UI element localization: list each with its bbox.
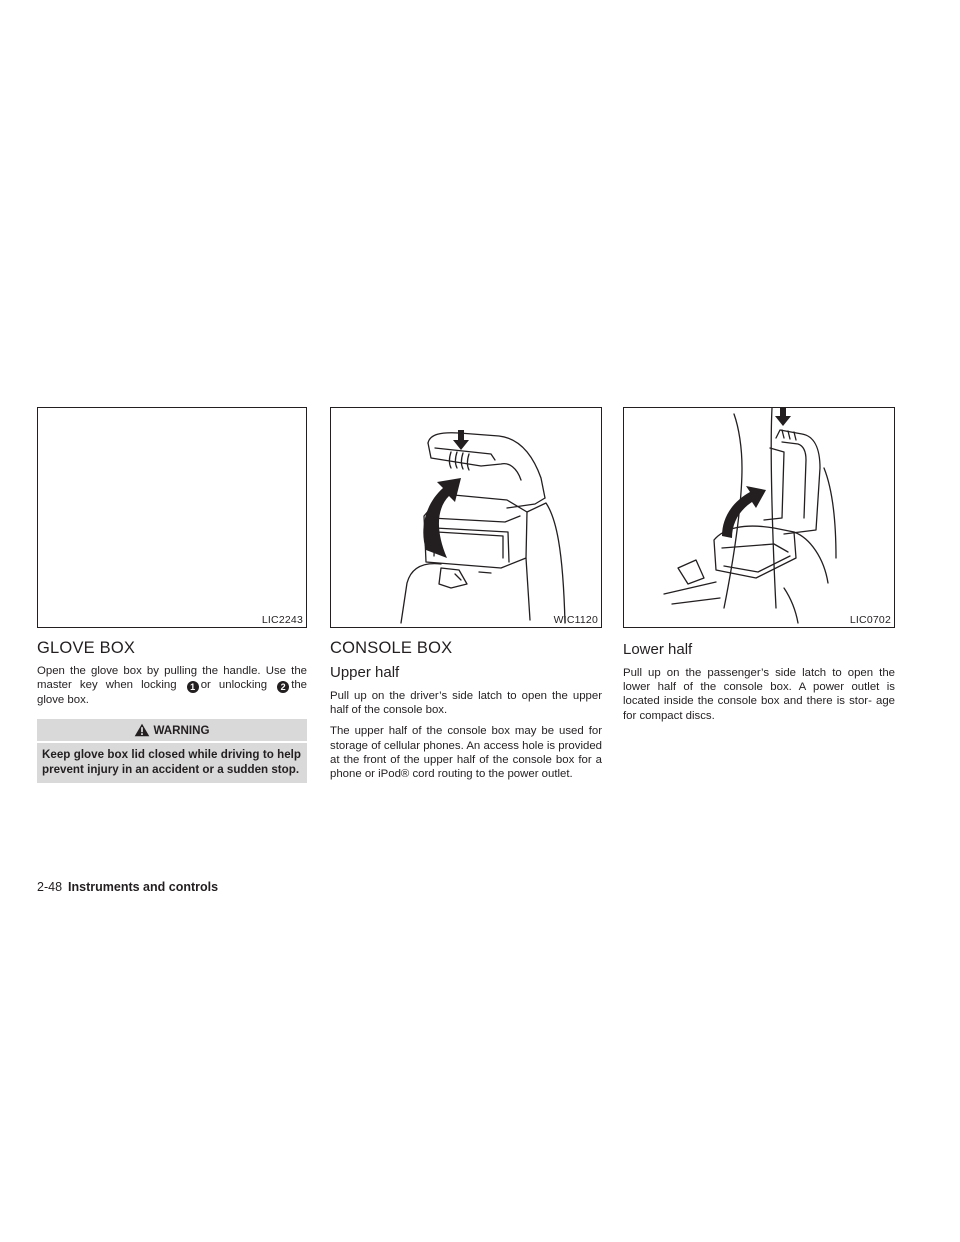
figure-code: WIC1120 (553, 614, 598, 626)
warning-triangle-icon (134, 723, 150, 737)
subtitle-lower-half: Lower half (623, 641, 693, 658)
warning-box (37, 719, 307, 783)
console-paragraph-2: The upper half of the console box may be used for storage of cellular phones. An access hole is provided at the front of the upper half of the console box for a phone or iPod® cord routing to the power outlet. (330, 725, 602, 781)
glove-box-paragraph (37, 664, 307, 707)
page-number: 2-48 (37, 880, 63, 894)
text-part: the glove box. (37, 679, 308, 707)
figure-code: LIC2243 (261, 614, 303, 626)
warning-label: WARNING (153, 723, 210, 737)
console-box-column (330, 407, 602, 788)
console-lower-illustration (624, 408, 895, 628)
warning-text: Keep glove box lid closed while driving to help prevent injury in an accident or a sudden stop. (37, 743, 307, 783)
figure-code: LIC0702 (849, 614, 891, 626)
text-part: Open the glove box by pulling the handle. Use the master key when locking (37, 665, 307, 692)
console-upper-figure (330, 407, 602, 628)
glove-box-column (37, 407, 307, 783)
section-title-glove-box: GLOVE BOX (37, 639, 136, 657)
glove-box-figure (37, 407, 307, 628)
text-part: or unlocking (200, 679, 268, 692)
warning-header (37, 719, 307, 741)
subtitle-upper-half: Upper half (330, 664, 400, 681)
footer-section-title: Instruments and controls (68, 880, 219, 894)
console-upper-illustration (331, 408, 602, 628)
marker-1-icon: 1 (187, 681, 199, 693)
lower-half-column (623, 407, 895, 730)
marker-2-icon: 2 (277, 681, 289, 693)
section-title-console-box: CONSOLE BOX (330, 639, 453, 657)
page-footer (37, 880, 218, 894)
lower-half-paragraph: Pull up on the passenger’s side latch to open the lower half of the console box. A power outlet is located inside the console box and there is stor- age for compact discs. (623, 667, 895, 722)
console-paragraph-1: Pull up on the driver’s side latch to open the upper half of the console box. (330, 690, 602, 717)
console-lower-figure (623, 407, 895, 628)
